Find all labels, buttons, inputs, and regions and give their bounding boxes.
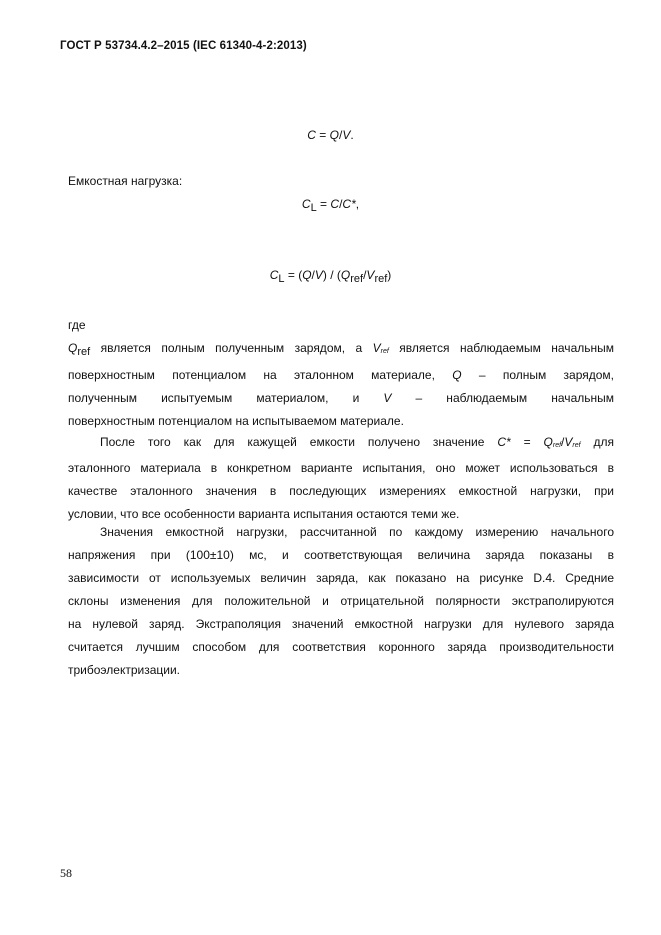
paragraph-line: напряжения при (100±10) мс, и соответствующая величина заряда показаны в	[68, 548, 614, 562]
paragraph-line: поверхностным потенциалом на испытываемом материале.	[68, 414, 404, 428]
paragraph-line: зависимости от используемых величин заряда, как показано на рисунке D.4. Средние	[68, 571, 614, 585]
paragraph-line: полученным испытуемым материалом, и V – наблюдаемым начальным	[68, 391, 614, 405]
paragraph-line: эталонного материала в конкретном варианте испытания, оно может использоваться в	[68, 461, 614, 475]
formula-capacitive-load: $C_L = C/C*$,	[301, 197, 360, 214]
paragraph-line: склоны изменения для положительной и отрицательной полярности экстраполируются	[68, 594, 614, 608]
paragraph-definitions	[68, 337, 614, 433]
paragraph-line: поверхностным потенциалом на эталонном материале, Q – полным зарядом,	[68, 368, 614, 382]
document-header: ГОСТ Р 53734.4.2–2015 (IEC 61340-4-2:2013)	[60, 40, 307, 52]
capacitive-load-label: Емкостная нагрузка:	[68, 174, 183, 188]
paragraph-line: Значения емкостной нагрузки, рассчитанной по каждому измерению начального	[100, 525, 614, 539]
formula-capacitive-load-expanded: $C_L = (Q/V) / (Q_{ref}/V_{ref})$	[269, 268, 392, 285]
page-number: 58	[60, 866, 72, 880]
paragraph-line: трибоэлектризации.	[68, 663, 181, 677]
paragraph-line: условии, что все особенности варианта испытания остаются теми же.	[68, 507, 460, 521]
paragraph-line: качестве эталонного значения в последующих измерениях емкостной нагрузки, при	[68, 484, 614, 498]
paragraph-line: $Q_{ref}$ является полным полученным зарядом, а $V_{ref}$ является наблюдаемым начальным	[68, 341, 614, 358]
paragraph-extrapolation	[68, 521, 614, 682]
paragraph-line: После того как для кажущей емкости получено значение $C* = Q_{ref}/V_{ref}$ для	[100, 435, 614, 449]
paragraph-line: считается лучшим способом для соответствия коронного заряда производительности	[68, 640, 614, 654]
paragraph-line: на нулевой заряд. Экстраполяция значений емкостной нагрузки для нулевого заряда	[68, 617, 614, 631]
paragraph-reference-value	[68, 431, 614, 526]
where-label: где	[68, 318, 86, 332]
formula-capacitance: C = Q/V.	[307, 128, 354, 142]
